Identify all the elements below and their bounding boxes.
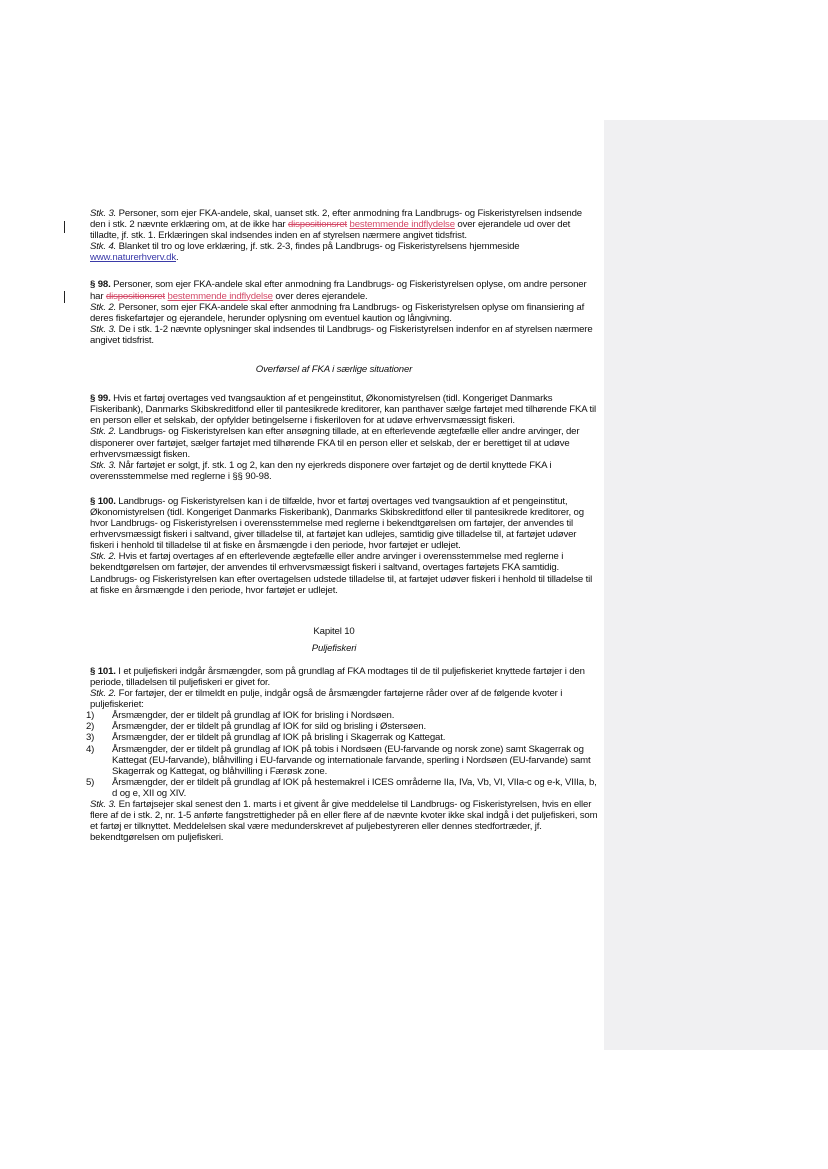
comment-margin-panel [604,120,828,1050]
tracked-deletion: dispositionsret [105,290,166,302]
stk-label: Stk. 3. [90,799,117,811]
stk-label: Stk. 2. [90,301,117,313]
stk-label: Stk. 2. [90,688,117,700]
paragraph-100-stk2: Stk. 2. Hvis et fartøj overtages af en efterlevende ægtefælle eller andre arvinger i overensstemmelse med reglerne i bekendtgørelsen om fartøjer, der anvendes til erhvervsmæssigt fiskeri i saltvand, overtages fartøjets FKA samtidig. Landbrugs- og Fiskeristyrelsen kan efter overtagelsen udstede tilladelse til, at fartøjet udøver fiskeri i henhold til tilladelse til at fiske en årsmængde i den periode, hvor fartøjet er udlejet. [90,551,593,596]
list-item: 1) Årsmængder, der er tildelt på grundlag af IOK for brisling i Nordsøen. [86,710,395,722]
section-label: § 100. [90,495,116,507]
stk-label: Stk. 3. [90,208,117,219]
stk-label: Stk. 2. [90,426,117,438]
list-item: 3) Årsmængder, der er tildelt på grundlag af IOK på brisling i Skagerrak og Kattegat. [86,732,446,744]
change-bar [64,221,65,233]
website-link[interactable]: www.naturerhverv.dk [90,252,177,264]
section-99 [68,393,600,482]
section-label: § 99. [90,393,111,405]
chapter-title: Puljefiskeri [311,642,357,654]
document-body [68,208,600,853]
paragraph-97-stk3: Stk. 3. Personer, som ejer FKA-andele, skal, uanset stk. 2, efter anmodning fra Landbrugs- og Fiskeristyrelsen indsende den i stk. 2 nævnte erklæring om, at de ikke har dispositionsret bestemmende indflydelse over ejerandele ud over det tilladte, jf. stk. 1. Erklæringen skal indsendes inden en af styrelsen nærmere angivet tidsfrist. [90,208,582,242]
stk-label: Stk. 2. [90,551,117,563]
section-97-continuation [68,208,600,263]
paragraph-99-stk3: Stk. 3. Når fartøjet er solgt, jf. stk. 1 og 2, kan den ny ejerkreds disponere over fartøjet og de dertil knyttede FKA i overensstemmelse med reglerne i §§ 90-98. [90,459,552,482]
tracked-deletion: dispositionsret [287,219,348,231]
paragraph-101-stk3: Stk. 3. En fartøjsejer skal senest den 1. marts i et givent år give meddelelse til Landbrugs- og Fiskeristyrelsen, hvis en eller flere af de i stk. 2, nr. 1-5 anførte fangstrettigheder på en eller flere af de nævnte kvoter ikke skal indgå i det puljefiskeri, som et fartøj er tilknyttet. Meddelelsen skal være medunderskrevet af puljebestyreren eller dennes stedfortræder, jf. bekendtgørelsen om puljefiskeri. [90,799,598,844]
section-heading: Overførsel af FKA i særlige situationer [255,364,413,376]
paragraph-99-stk1: § 99. Hvis et fartøj overtages ved tvangsauktion af et pengeinstitut, Økonomistyrelsen (tidl. Kongeriget Danmarks Fiskeribank), Danmarks Skibskreditfond eller til pantesikrede kreditorer, kan panthaver sælge fartøjet med tilhørende FKA til en person eller et selskab, der opfylder betingelserne i fiskeriloven for at udøve erhvervsmæssigt fiskeri. [90,393,596,427]
quota-list [68,710,600,799]
paragraph-100-stk1: § 100. Landbrugs- og Fiskeristyrelsen kan i de tilfælde, hvor et fartøj overtages ved tvangsauktion af et pengeinstitut, Økonomistyrelsen (tidl. Kongeriget Danmarks Fiskeribank), Danmarks Skibskreditfond eller til pantesikrede kreditorer, og hvor Landbrugs- og Fiskeristyrelsen i overensstemmelse med reglerne i bekendtgørelsen om fartøjer, der anvendes til erhvervsmæssigt fiskeri i saltvand, giver tilladelse til, at fartøjet kan udlejes, samtidig give tilladelse til, at fartøjet udøver fiskeri i henhold til tilladelse til at fiske en årsmængde i den periode, hvor fartøjet er udlejet. [90,495,584,552]
paragraph-97-stk4: Stk. 4. Blanket til tro og love erklæring, jf. stk. 2-3, findes på Landbrugs- og Fiskeristyrelsens hjemmeside www.naturerhverv.dk. [90,241,520,264]
change-bar [64,291,65,303]
stk-label: Stk. 3. [90,459,117,471]
list-item: 4) Årsmængder, der er tildelt på grundlag af IOK på tobis i Nordsøen (EU-farvande og norsk zone) samt Skagerrak og Kattegat (EU-farvande), blåhvilling i EU-farvande og internationale farvande, sperling i Nordsøen (EU-farvande) samt Skagerrak og Kattegat, og blåhvilling i Færøsk zone. [86,743,591,777]
list-item: 2) Årsmængder, der er tildelt på grundlag af IOK for sild og brisling i Østersøen. [86,721,426,733]
section-101 [68,666,600,844]
section-98 [68,279,600,346]
tracked-insertion: bestemmende indflydelse [167,290,273,302]
section-label: § 98. [90,279,111,291]
chapter-number: Kapitel 10 [313,625,355,637]
paragraph-98-stk3: Stk. 3. De i stk. 1-2 nævnte oplysninger skal indsendes til Landbrugs- og Fiskeristyrelsen indenfor en af styrelsen nærmere angivet tidsfrist. [90,323,593,346]
paragraph-101-stk1: § 101. I et puljefiskeri indgår årsmængder, som på grundlag af FKA modtages til de til puljefiskeriet knyttede fartøjer i den periode, tilladelsen til puljefiskeri er givet for. [90,665,585,688]
stk-label: Stk. 4. [90,241,117,253]
paragraph-99-stk2: Stk. 2. Landbrugs- og Fiskeristyrelsen kan efter ansøgning tillade, at en efterlevende ægtefælle eller andre arvinger, der disponerer over fartøjet, sælger fartøjet med tilhørende FKA til en person eller et selskab, der er berettiget til at udøve erhvervsmæssigt fisken. [90,426,580,460]
list-item: 5) Årsmængder, der er tildelt på grundlag af IOK på hestemakrel i ICES områderne IIa, IVa, Vb, VI, VIIa-c og e-k, VIIIa, b, d og e, XII og XIV. [86,776,597,799]
tracked-insertion: bestemmende indflydelse [349,219,455,231]
section-label: § 101. [90,665,116,677]
paragraph-101-stk2: Stk. 2. For fartøjer, der er tilmeldt en pulje, indgår også de årsmængder fartøjerne råder over af de følgende kvoter i puljefiskeriet: [90,688,563,711]
paragraph-98-stk2: Stk. 2. Personer, som ejer FKA-andele skal efter anmodning fra Landbrugs- og Fiskeristyrelsen oplyse om finansiering af deres fiskefartøjer og ejerandele, herunder oplysning om eventuel kaution og långivning. [90,301,585,324]
stk-label: Stk. 3. [90,323,117,335]
section-100 [68,496,600,596]
paragraph-98-stk1: § 98. Personer, som ejer FKA-andele skal efter anmodning fra Landbrugs- og Fiskeristyrelsen oplyse, om andre personer har dispositionsret bestemmende indflydelse over deres ejerandele. [90,279,587,302]
